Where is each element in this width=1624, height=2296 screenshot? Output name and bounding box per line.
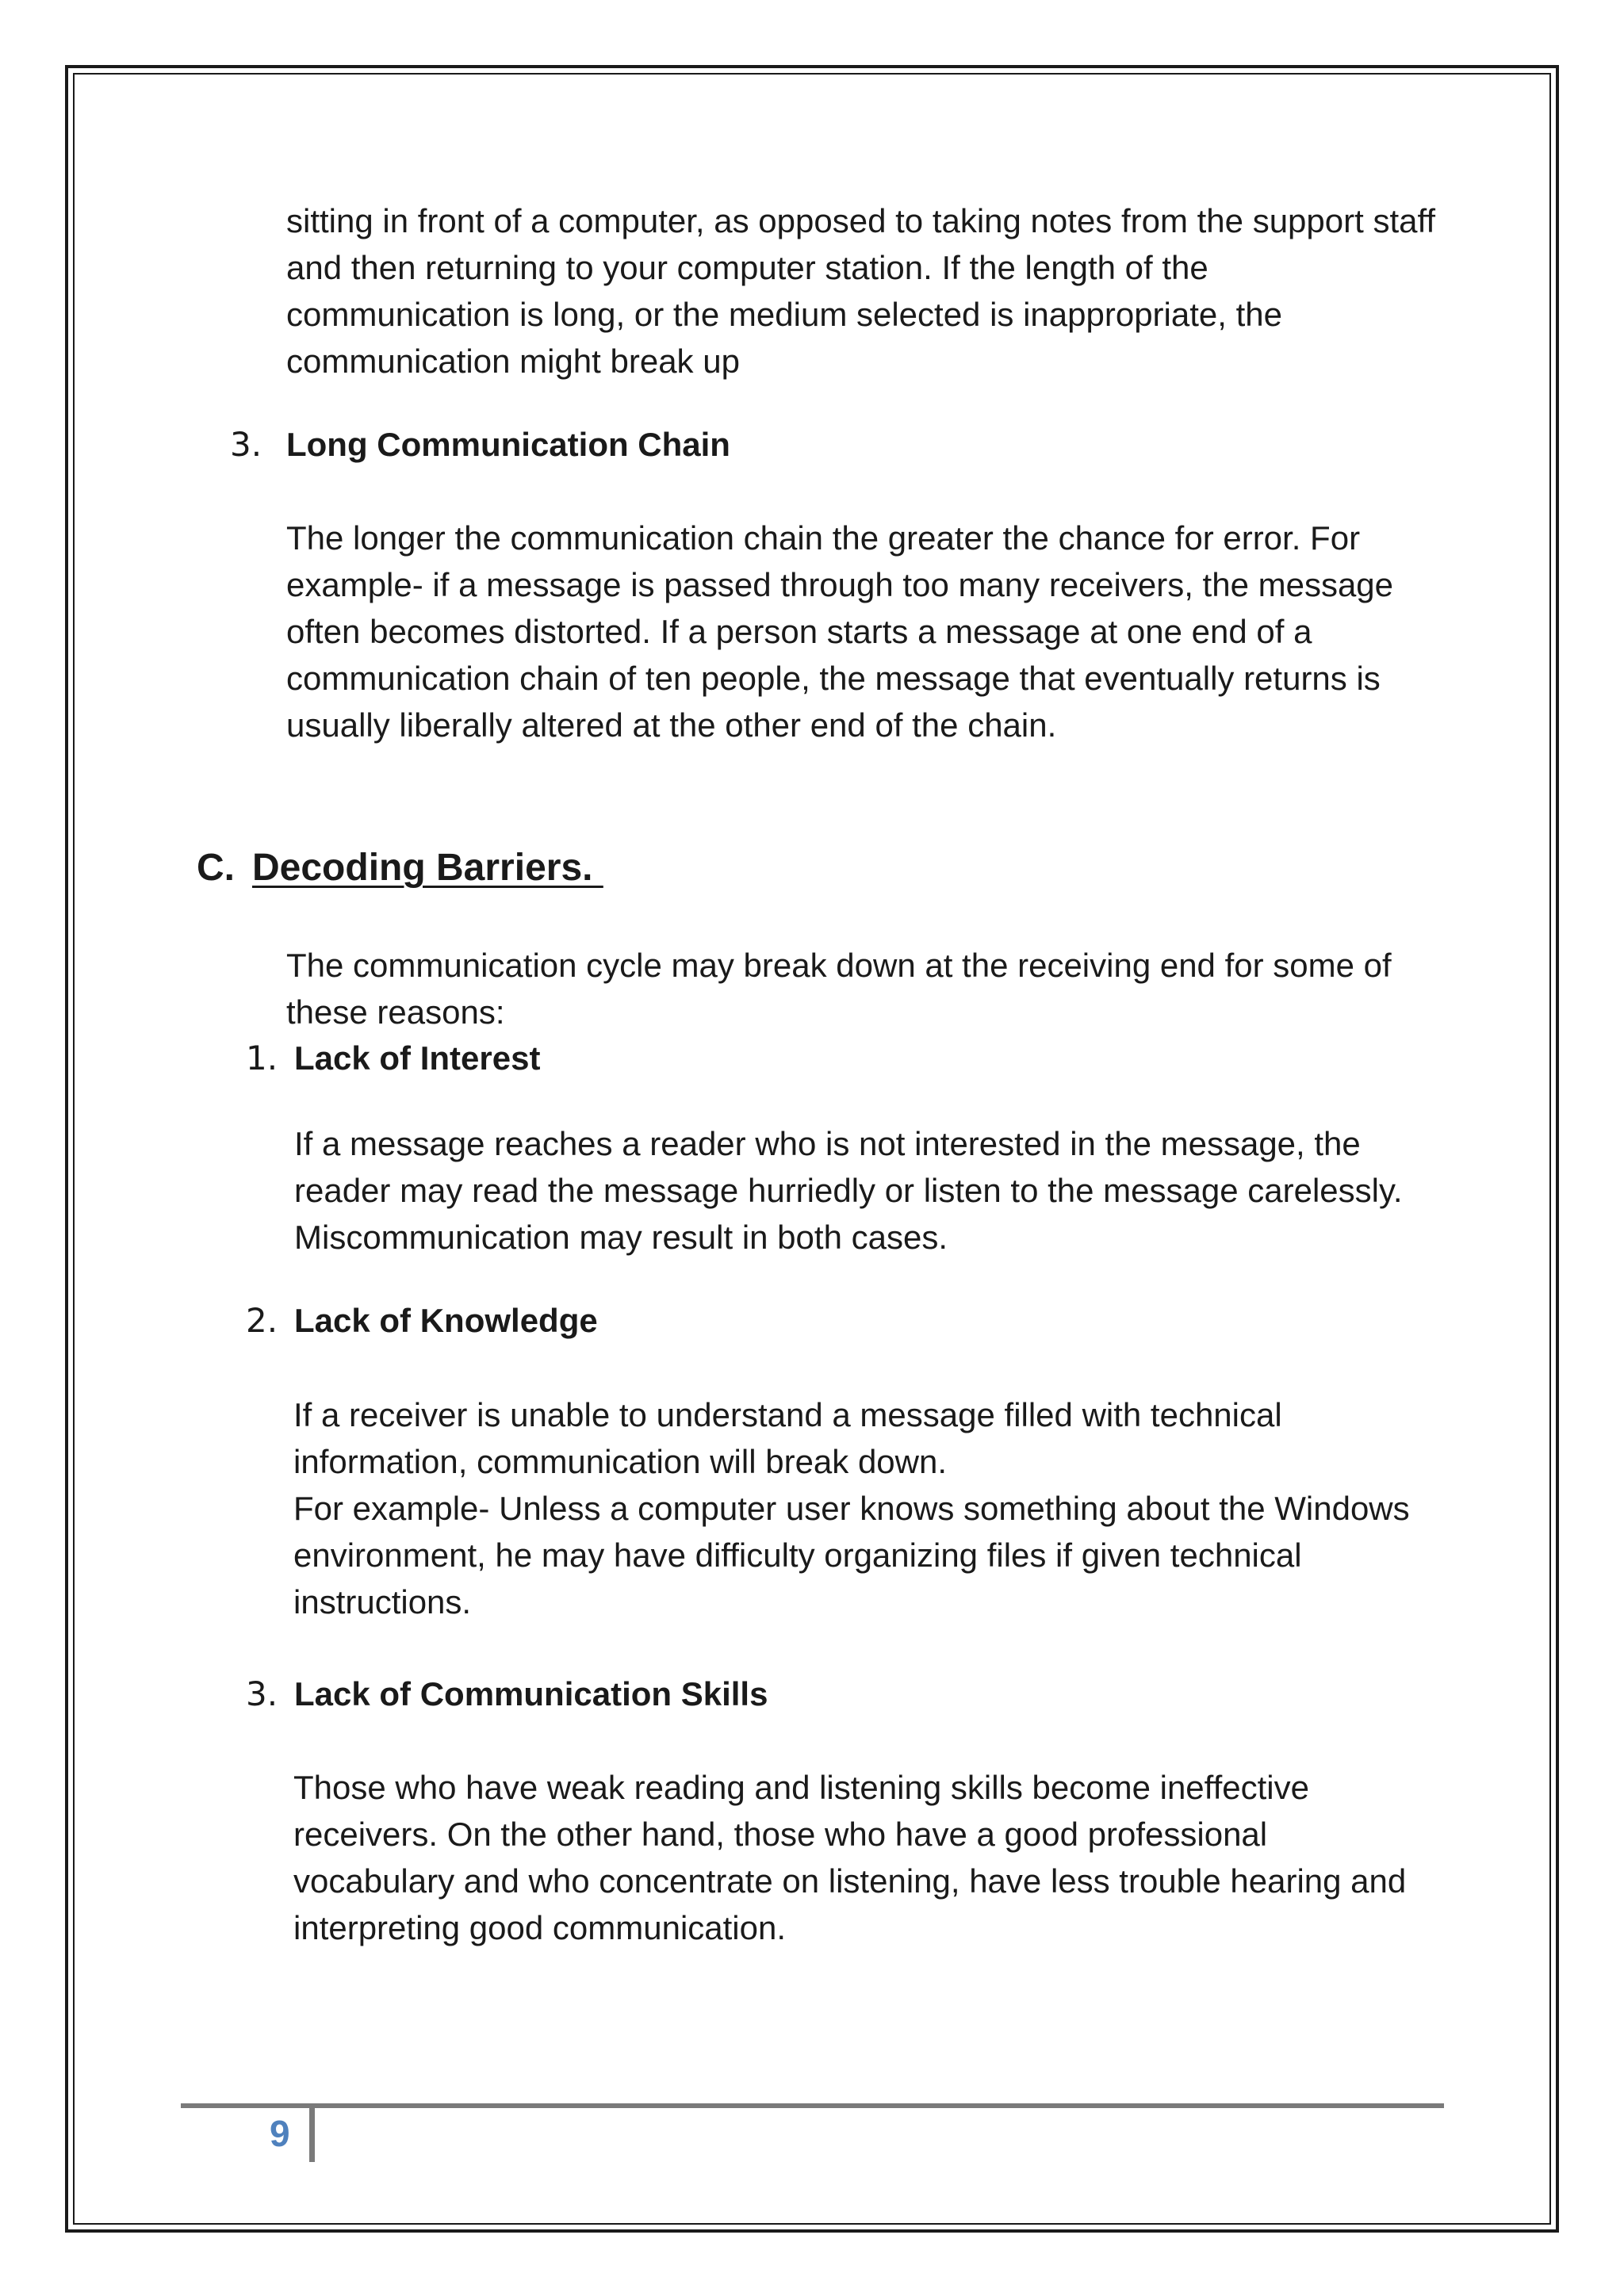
footer-rule	[181, 2103, 1444, 2108]
page-number-divider	[309, 2108, 315, 2162]
intro-paragraph: sitting in front of a computer, as opposed to taking notes from the support staff and then returning to your computer station. If the length of the communication is long, or the medium selected is inappropriate, the communication might break up	[286, 202, 1436, 380]
lack-of-communication-skills-body: Those who have weak reading and listening skills become ineffective receivers. On the other hand, those who have a good professional vocabulary and who concentrate on listening, have less trouble hearing and interpreting good communication.	[293, 1769, 1407, 1946]
lack-of-interest-body: If a message reaches a reader who is not interested in the message, the reader may read the message hurriedly or listen to the message carelessly. Miscommunication may result in both cases.	[294, 1125, 1403, 1256]
page-number: 9	[270, 2113, 290, 2154]
item-long-communication-chain-heading	[230, 421, 730, 468]
item-lack-of-interest-heading	[246, 1035, 540, 1081]
item-title: Long Communication Chain	[286, 426, 730, 463]
section-c-heading	[197, 844, 603, 892]
item-number: 2.	[246, 1301, 278, 1340]
section-letter: C.	[197, 847, 235, 889]
lack-of-knowledge-example: For example- Unless a computer user knows something about the Windows environment, he may have difficulty organizing files if given technical instructions.	[293, 1490, 1410, 1621]
item-lack-of-communication-skills-heading	[246, 1670, 768, 1717]
item-number: 3.	[230, 425, 262, 464]
long-communication-chain-body: The longer the communication chain the greater the chance for error. For example- if a message is passed through too many receivers, the message often becomes distorted. If a person starts a message at one end of a communication chain of ten people, the message that eventually returns is usually liberally altered at the other end of the chain.	[286, 519, 1394, 744]
section-title: Decoding Barriers.	[252, 847, 603, 889]
item-title: Lack of Communication Skills	[294, 1675, 768, 1712]
item-number: 1.	[246, 1039, 278, 1077]
item-lack-of-knowledge-heading	[246, 1297, 598, 1344]
section-c-intro: The communication cycle may break down at the receiving end for some of these reasons:	[286, 947, 1392, 1031]
item-number: 3.	[246, 1674, 278, 1713]
item-title: Lack of Knowledge	[294, 1302, 598, 1339]
item-title: Lack of Interest	[294, 1039, 541, 1077]
lack-of-knowledge-body: If a receiver is unable to understand a message filled with technical information, communication will break down.	[293, 1396, 1282, 1480]
